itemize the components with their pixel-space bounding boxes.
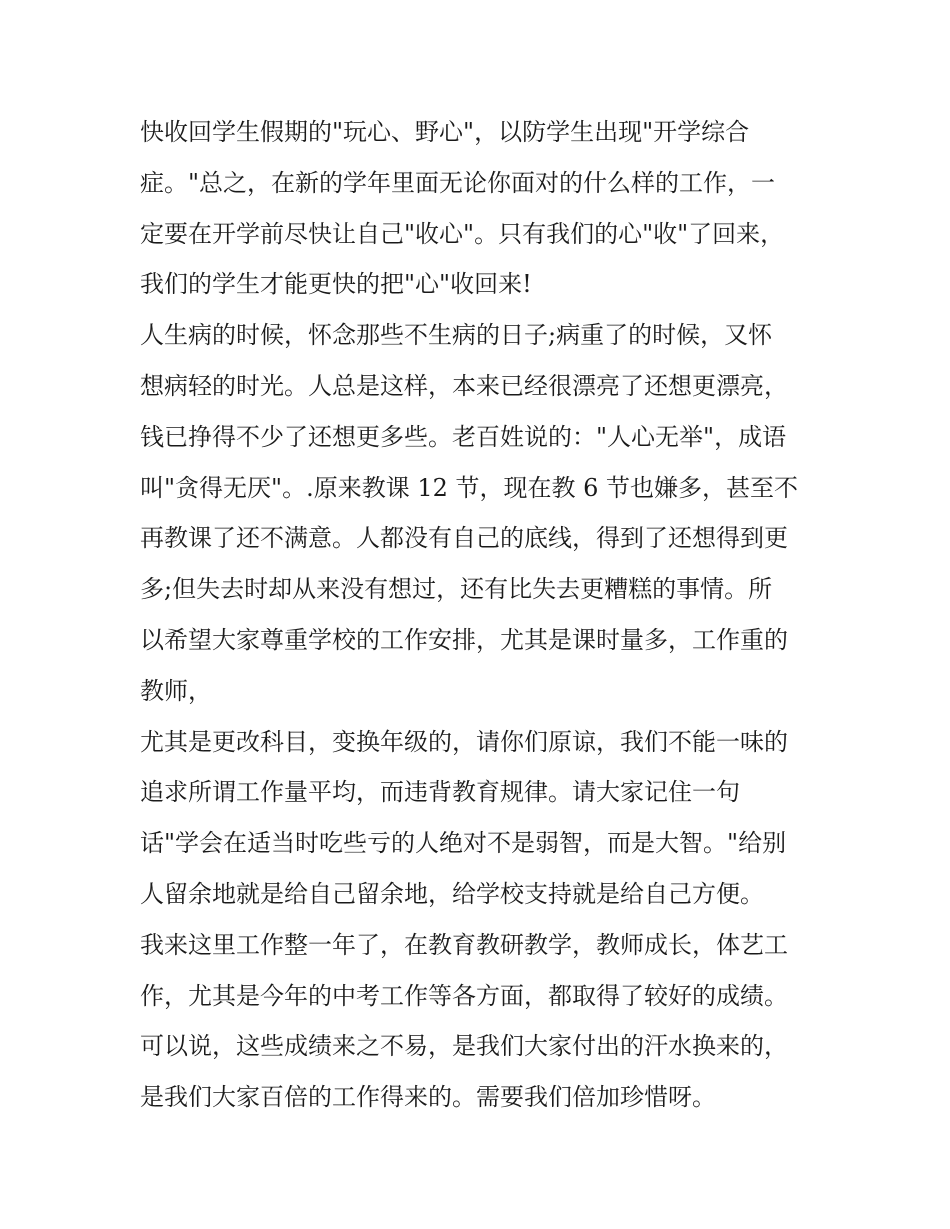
text-line: 定要在开学前尽快让自己"收心"。只有我们的心"收"了回来， bbox=[140, 219, 785, 248]
text-line: 叫"贪得无厌"。.原来教课 12 节，现在教 6 节也嫌多，甚至不 bbox=[140, 473, 799, 502]
text-line: 可以说，这些成绩来之不易，是我们大家付出的汗水换来的， bbox=[140, 1032, 788, 1061]
text-line: 人生病的时候，怀念那些不生病的日子;病重了的时候，又怀 bbox=[140, 321, 773, 350]
text-line: 快收回学生假期的"玩心、野心"，以防学生出现"开学综合 bbox=[140, 118, 750, 146]
text-line: 症。"总之，在新的学年里面无论你面对的什么样的工作，一 bbox=[140, 168, 776, 197]
text-line: 多;但失去时却从来没有想过，还有比失去更糟糕的事情。所 bbox=[140, 575, 773, 604]
text-line: 我来这里工作整一年了，在教育教研教学，教师成长，体艺工 bbox=[140, 930, 788, 959]
text-line: 追求所谓工作量平均，而违背教育规律。请大家记住一句 bbox=[140, 778, 740, 807]
text-line: 是我们大家百倍的工作得来的。需要我们倍加珍惜呀。 bbox=[140, 1083, 716, 1112]
text-line: 话"学会在适当时吃些亏的人绝对不是弱智，而是大智。"给别 bbox=[140, 829, 787, 858]
text-line: 以希望大家尊重学校的工作安排，尤其是课时量多，工作重的 bbox=[140, 625, 788, 654]
text-line: 想病轻的时光。人总是这样，本来已经很漂亮了还想更漂亮， bbox=[140, 371, 788, 400]
text-line: 教师， bbox=[140, 676, 212, 705]
text-line: 作，尤其是今年的中考工作等各方面，都取得了较好的成绩。 bbox=[140, 981, 788, 1010]
text-line: 钱已挣得不少了还想更多些。老百姓说的："人心无举"，成语 bbox=[140, 422, 787, 451]
text-line: 人留余地就是给自己留余地，给学校支持就是给自己方便。 bbox=[140, 879, 764, 908]
text-line: 尤其是更改科目，变换年级的，请你们原谅，我们不能一味的 bbox=[140, 727, 788, 756]
text-line: 再教课了还不满意。人都没有自己的底线，得到了还想得到更 bbox=[140, 524, 788, 553]
document-body bbox=[140, 107, 820, 1123]
text-line: 我们的学生才能更快的把"心"收回来! bbox=[140, 270, 532, 299]
